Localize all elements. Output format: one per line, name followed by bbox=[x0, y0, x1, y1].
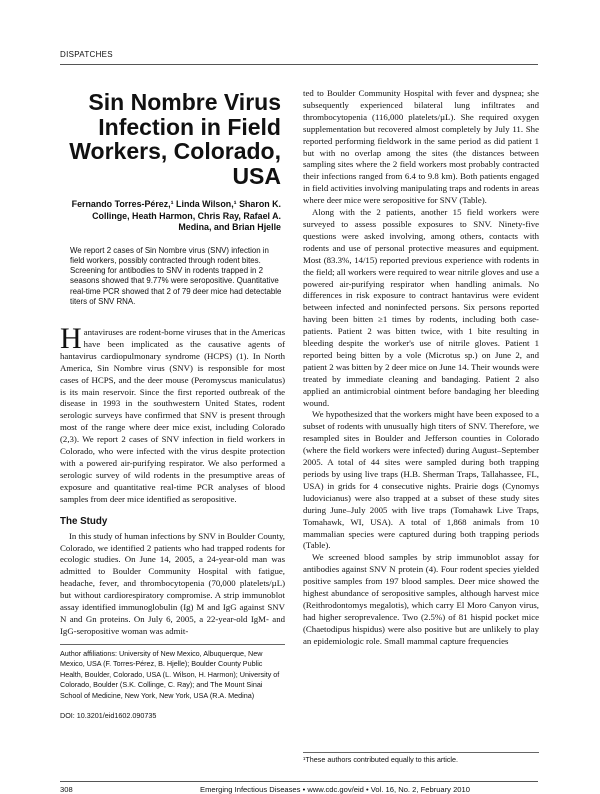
section-divider bbox=[60, 64, 538, 65]
study-paragraph bbox=[60, 531, 285, 638]
left-column bbox=[60, 90, 285, 720]
study-text: In this study of human infections by SNV in Boulder County, Colorado, we identified 2 patients who had trapped rodents for ecologic studies. On June 14, 2005, a 24-year-old man was admitted to Boulder Community Hospital with fatigue, headache, fever, and thrombocytopenia (70,000 platelets/µL) but without cardiorespiratory compromise. A strip immunoblot assay identified immunoglobulin (Ig) M and IgG against SNV N and Gn proteins. On July 6, 2005, a 22-year-old IgM- and IgG-seropositive woman was admit- bbox=[60, 530, 286, 636]
article-title: Sin Nombre Virus Infection in Field Workers, Colorado, USA bbox=[69, 89, 281, 189]
drop-cap: H bbox=[60, 322, 82, 355]
section-heading-study: The Study bbox=[60, 515, 108, 527]
right-column-text bbox=[303, 88, 539, 648]
page-number: 308 bbox=[60, 785, 73, 794]
affiliation-divider bbox=[60, 644, 285, 645]
paragraph: ted to Boulder Community Hospital with fever and dyspnea; she subsequently experienced bilateral lung infiltrates and thrombocytopenia (116,000 platelets/µL). She required oxygen supplementation but recovered almost completely by July 11. She reported performing fieldwork in the same period as did patient 1 but with no overlap among the sites (the distances between sampling sites where the 2 field workers most probably contracted their infections ranged from 6.4 to 9.8 km). Both patients engaged in field activities involving manipulating traps and rodents in areas where deer mice were seropositive for SNV (Table). bbox=[303, 88, 539, 206]
doi: DOI: 10.3201/eid1602.090735 bbox=[60, 711, 157, 721]
abstract: We report 2 cases of Sin Nombre virus (SNV) infection in field workers, possibly contracted through rodent bites. Screening for antibodies to SNV in rodents trapped in 2 seasons showed that 9.77% were seropositive. Quantitative real-time PCR showed that 2 of 79 deer mice had detectable titers of SNV RNA. bbox=[70, 245, 282, 306]
author-list: Fernando Torres-Pérez,¹ Linda Wilson,¹ Sharon K. Collinge, Heath Harmon, Chris Ray, Rafael A. Medina, and Brian Hjelle bbox=[71, 199, 281, 233]
right-column bbox=[303, 88, 539, 648]
paragraph: We screened blood samples by strip immunoblot assay for antibodies against SNV N protein (4). Four rodent species yielded positive samples from 197 blood samples. Deer mice showed the highest abundance of seropositive samples, although harvest mice (Reithrodontomys megalotis), which carry El Moro Canyon virus, had higher seroprevalence. Two (2.5%) of 81 hispid pocket mice (Chaetodipus hispidus) were also positive but are unlikely to play an epidemiologic role. Small mammal capture frequencies bbox=[303, 552, 539, 646]
intro-paragraph bbox=[60, 322, 285, 506]
journal-citation: Emerging Infectious Diseases • www.cdc.gov/eid • Vol. 16, No. 2, February 2010 bbox=[200, 785, 470, 794]
footnote: ¹These authors contributed equally to this article. bbox=[303, 755, 459, 764]
intro-text: antaviruses are rodent-borne viruses that in the Americas have been implicated as the causative agents of hantavirus cardiopulmonary syndrome (HCPS) (1). In North America, Sin Nombre virus (SNV) is responsible for most cases of HCPS, and the deer mouse (Peromyscus maniculatus) is its main reservoir. Since the first reported outbreak of the disease in 1993 in the southwestern United States, rodent serologic surveys have confirmed that SNV is present through most of the range where deer mice exist, including Colorado (2,3). We report 2 cases of SNV infection in field workers in Colorado, who were infected with the virus despite protection with a powered air-purifying respirator. We also performed a serologic survey of wild rodents in the presumptive areas of exposure and quantitative real-time PCR analyses of blood samples from deer mice identified as seropositive. bbox=[60, 327, 285, 504]
footnote-divider bbox=[303, 752, 539, 753]
section-label: DISPATCHES bbox=[60, 50, 113, 59]
author-affiliations: Author affiliations: University of New Mexico, Albuquerque, New Mexico, USA (F. Torres-Pérez, B. Hjelle); Boulder County Public Health, Boulder, Colorado, USA (L. Wilson, H. Harmon); University of Colorado, Boulder (S.K. Collinge, C. Ray); and The Mount Sinai School of Medicine, New York, New York, USA (R.A. Medina) bbox=[60, 648, 280, 700]
paragraph: Along with the 2 patients, another 15 field workers were surveyed to assess possible exposures to SNV. Ninety-five questions were asked involving, among others, contacts with rodents and use of personal protective measures and equipment. Most (83.3%, 14/15) reported previous experience with rodents in the field; all workers were required to wear nitrile gloves and use a powered air-purifying respirator when handling animals. No differences in risk exposure to contract hantavirus were evident between infected and noninfected persons. Six persons reported having been bitten ≥1 times by rodents, including both case-patients. Patient 2 was bitten twice, with 1 bite resulting in bleeding despite the worker's use of nitrile gloves. Patient 1 reported being bitten by a vole (Microtus sp.) on June 2, and patient 2 was bitten by 2 deer mice on June 14. Their wounds were treated by immediate cleaning and bandaging. Patient 2 also applied an antimicrobial ointment before bandaging her bleeding wound. bbox=[303, 207, 539, 408]
paragraph: We hypothesized that the workers might have been exposed to a subset of rodents with unusually high titers of SNV. Therefore, we resampled sites in Boulder and Jefferson counties in Colorado (where the field workers were infected) during August–September 2005. A total of 44 sites were sampled during both trapping periods by using live traps (H.B. Sherman Traps, Tallahassee, FL, USA) in grids for 4 consecutive nights. Prairie dogs (Cynomys ludovicianus) were also trapped at a subset of these study sites during June–July 2005 with live traps (Tomahawk Live Traps, Tomahawk, WI, USA). A total of 1,868 animals from 10 mammalian species were captured during both trapping periods (Table). bbox=[303, 409, 539, 551]
footer-divider bbox=[60, 781, 538, 782]
